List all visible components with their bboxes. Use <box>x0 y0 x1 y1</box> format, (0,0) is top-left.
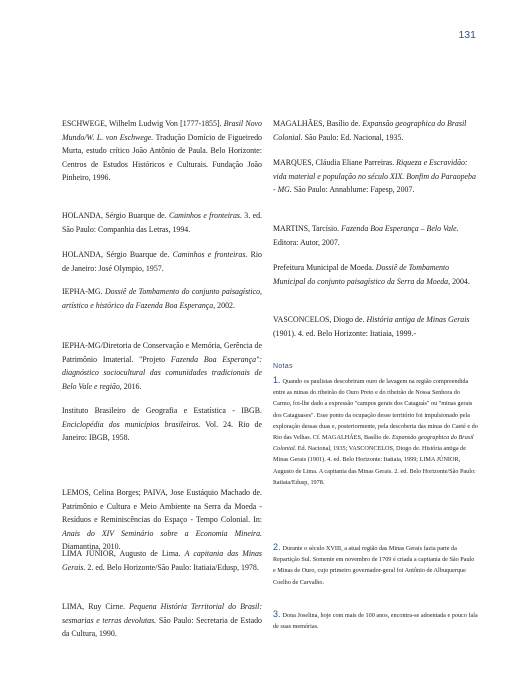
footnote-number: 3. <box>273 609 281 619</box>
reference-entry: MAGALHÃES, Basílio de. Expansão geographica do Brasil Colonial. São Paulo: Ed. Nacional, 1935. <box>273 119 467 142</box>
reference-entry: IEPHA-MG/Diretoria de Conservação e Memória, Gerência de Patrimônio Imaterial. "Projeto Fazenda Boa Esperança": diagnóstico sociocultural das comunidades tradicionais de Belo Vale e região, 2016. <box>62 341 262 391</box>
footnote: 2. Durante o século XVIII, a atual região das Minas Gerais fazia parte da Repartição Sul. Somente em novembro de 1709 é criada a capitania de São Paulo e Minas de Ouro, cujo primeiro governador-geral foi Antônio de Albuquerque Coelho de Carvalho. <box>273 542 475 586</box>
reference-entry: MARQUES, Cláudia Eliane Parreiras. Riqueza e Escravidão: vida material e população no século XIX. Bonfim do Paraopeba - MG. São Paulo: Annablume: Fapesp, 2007. <box>273 158 476 195</box>
reference-entry: VASCONCELOS, Diogo de. História antiga de Minas Gerais (1901). 4. ed. Belo Horizonte: Itatiaia, 1999.- <box>273 315 470 338</box>
notes-heading: Notas <box>273 363 293 370</box>
footnote-number: 1. <box>273 375 281 385</box>
reference-entry: IEPHA-MG. Dossiê de Tombamento do conjunto paisagístico, artístico e histórico da Fazenda Boa Esperança, 2002. <box>62 287 262 310</box>
footnote: 1. Quando os paulistas descobriram ouro de lavagem na região compreendida entre as minas do ribeirão do Ouro Preto e do ribeirão de Nossa Senhora do Carmo, foi-lhe dado a expressão "campos gerais dos Cataguás" ou "minas gerais dos Cataguases". Esse ponto da ocupação desse território foi impulsionado pela exploração dessas duas e, posteriormente, pela descoberta das minas do Caeté e do Rio das Velhas. Cf. MAGALHÃES, Basílio de. Expansão geographica do Brasil Colonial. Ed. Nacional, 1935; VASCONCELOS, Diogo de. História antiga de Minas Gerais (1901). 4. ed. Belo Horizonte: Itatiaia, 1999; LIMA JÚNIOR, Augusto de Lima. A capitania das Minas Gerais. 2. ed. Belo Horizonte/São Paulo: Itatiaia/Edusp, 1978. <box>273 375 478 486</box>
reference-entry: LIMA, Ruy Cirne. Pequena História Territorial do Brasil: sesmarias e terras devolutas. São Paulo: Secretaria de Estado da Cultura, 1990. <box>62 602 262 639</box>
footnote-number: 2. <box>273 542 281 552</box>
reference-entry: HOLANDA, Sérgio Buarque de. Caminhos e fronteiras. Rio de Janeiro: José Olympio, 1957. <box>62 250 263 273</box>
reference-entry: MARTINS, Tarcísio. Fazenda Boa Esperança – Belo Vale. Editora: Autor, 2007. <box>273 224 459 247</box>
reference-entry: Instituto Brasileiro de Geografia e Estatística - IBGB. Enciclopédia dos municípios brasileiros. Vol. 24. Rio de Janeiro: IBGB, 1958. <box>62 406 262 443</box>
reference-entry: Prefeitura Municipal de Moeda. Dossiê de Tombamento Municipal do conjunto paisagístico da Serra da Moeda, 2004. <box>273 263 470 286</box>
page-number: 131 <box>458 29 476 41</box>
reference-entry: LIMA JÚNIOR, Augusto de Lima. A capitania das Minas Gerais. 2. ed. Belo Horizonte/São Paulo: Itatiaia/Edusp, 1978. <box>62 549 263 572</box>
reference-entry: ESCHWEGE, Wilhelm Ludwig Von [1777-1855]. Brasil Novo Mundo/W. L. von Eschwege. Tradução Domício de Figueiredo Murta, estudo crítico João Antônio de Paula. Belo Horizonte: Centros de Estudos Históricos e Culturais. Fundação João Pinheiro, 1996. <box>62 119 262 183</box>
reference-entry: LEMOS, Celina Borges; PAIVA, Jose Eustáquio Machado de. Patrimônio e Cultura e Meio Ambiente na Serra da Moeda - Resíduos e Reminiscências do Espaço - Tempo Colonial. In: Anais do XIV Seminário sobre a Economia Mineira. Diamantina, 2010. <box>62 488 262 552</box>
reference-entry: HOLANDA, Sérgio Buarque de. Caminhos e fronteiras. 3. ed. São Paulo: Companhia das Letras, 1994. <box>62 211 262 234</box>
footnote: 3. Dona Joselina, hoje com mais de 100 anos, encontra-se adoentada e pouco fala de suas memórias. <box>273 609 478 631</box>
